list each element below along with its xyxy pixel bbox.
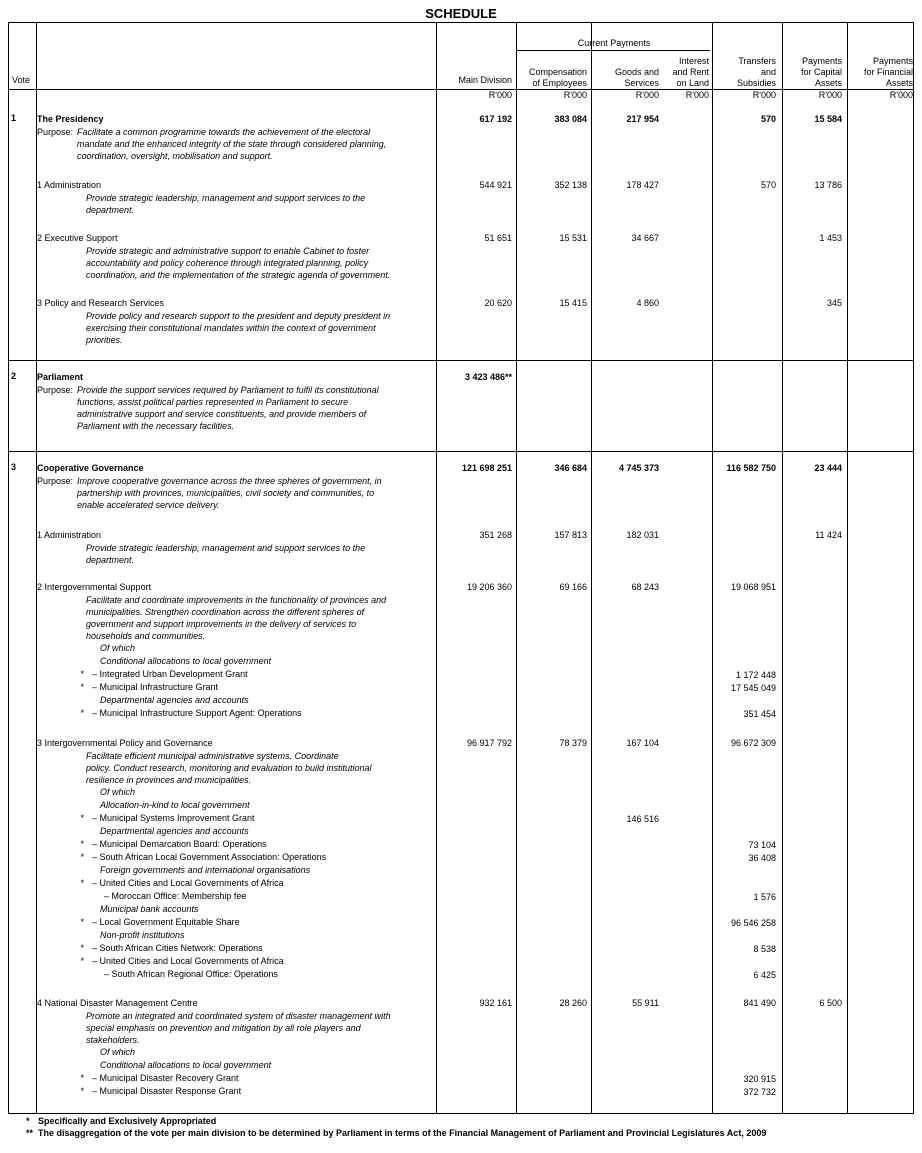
appropriation-marker: * bbox=[80, 708, 84, 718]
amount-cell: 157 813 bbox=[554, 530, 587, 540]
amount-cell: 8 538 bbox=[753, 944, 776, 954]
programme-description bbox=[37, 192, 437, 216]
allocation-item bbox=[37, 812, 437, 825]
amount-cell: 73 104 bbox=[748, 840, 776, 850]
allocation-name: – Municipal Disaster Response Grant bbox=[92, 1086, 242, 1096]
allocation-category: Of which bbox=[100, 1047, 136, 1057]
description-line: Provide strategic leadership, management and support services to the bbox=[86, 543, 366, 553]
description-line: Promote an integrated and coordinated system of disaster management with bbox=[86, 1011, 391, 1021]
amount-cell: 146 516 bbox=[626, 814, 659, 824]
amount-cell: 178 427 bbox=[626, 180, 659, 190]
allocation-name: – Municipal Demarcation Board: Operations bbox=[92, 839, 267, 849]
description-line: Facilitate and coordinate improvements in the functionality of provinces and bbox=[86, 595, 387, 605]
allocation-category: Municipal bank accounts bbox=[100, 904, 199, 914]
purpose-line: Parliament with the necessary facilities. bbox=[77, 421, 235, 431]
purpose-line: mandate and the enhanced integrity of the state through considered planning, bbox=[77, 139, 387, 149]
header-label: Services bbox=[624, 78, 659, 88]
vote-number: 1 bbox=[11, 113, 17, 123]
vote-name: Cooperative Governance bbox=[37, 463, 144, 473]
amount-cell: 6 425 bbox=[753, 970, 776, 980]
appropriation-marker: * bbox=[80, 943, 84, 953]
amount-cell: 11 424 bbox=[815, 530, 842, 540]
description-line: municipalities. Strengthen coordination across the different spheres of bbox=[86, 607, 365, 617]
programme-description bbox=[37, 594, 437, 642]
purpose-line: administrative support and service constituents, and provide members of bbox=[77, 409, 367, 419]
amount-cell: 96 546 258 bbox=[730, 918, 776, 928]
description-line: department. bbox=[86, 555, 135, 565]
purpose-line: functions, assist political parties represented in Parliament to secure bbox=[77, 397, 349, 407]
amount-cell: 1 172 448 bbox=[735, 670, 776, 680]
unit-label: R'000 bbox=[752, 90, 776, 100]
amount-cell: 20 620 bbox=[484, 298, 512, 308]
programme-block bbox=[37, 232, 437, 281]
programme-block bbox=[37, 179, 437, 216]
unit-label: R'000 bbox=[563, 90, 587, 100]
purpose-line: enable accelerated service delivery. bbox=[77, 500, 220, 510]
header-label: on Land bbox=[676, 78, 709, 88]
allocation-item bbox=[37, 890, 437, 903]
programme-name: 2 Executive Support bbox=[37, 233, 118, 243]
allocation-name: – Municipal Infrastructure Support Agent: Operations bbox=[92, 708, 302, 718]
amount-cell: 28 260 bbox=[559, 998, 587, 1008]
allocation-item bbox=[37, 942, 437, 955]
programme-block bbox=[37, 529, 437, 566]
header-label: Payments bbox=[872, 56, 913, 66]
amount-cell: 34 667 bbox=[631, 233, 659, 243]
allocation-name: – South African Regional Office: Operations bbox=[104, 969, 278, 979]
description-line: policy. Conduct research, monitoring and evaluation to build institutional bbox=[86, 763, 372, 773]
amount-cell: 96 917 792 bbox=[466, 738, 512, 748]
amount-cell: 121 698 251 bbox=[461, 463, 512, 473]
allocation-category: Departmental agencies and accounts bbox=[100, 826, 249, 836]
amount-cell: 1 576 bbox=[753, 892, 776, 902]
allocation-name: – South African Local Government Association: Operations bbox=[92, 852, 327, 862]
header-label: Payments bbox=[801, 56, 842, 66]
programme-block bbox=[37, 997, 437, 1098]
vote-purpose bbox=[37, 384, 437, 432]
appropriation-marker: * bbox=[80, 669, 84, 679]
allocation-category: Conditional allocations to local government bbox=[100, 1060, 272, 1070]
amount-cell: 570 bbox=[760, 114, 776, 124]
amount-cell: 3 423 486** bbox=[464, 372, 512, 382]
purpose-line: coordination, oversight, mobilisation and support. bbox=[77, 151, 273, 161]
amount-cell: 17 545 049 bbox=[730, 683, 776, 693]
programme-name: 1 Administration bbox=[37, 530, 102, 540]
allocation-name: – Municipal Infrastructure Grant bbox=[92, 682, 219, 692]
amount-cell: 15 415 bbox=[559, 298, 587, 308]
purpose-line: partnership with provinces, municipalities, civil society and communities, to bbox=[77, 488, 375, 498]
footnote-text: The disaggregation of the vote per main division to be determined by Parliament in terms of the Financial Management of Parliament and Provincial Legislatures Act, 2009 bbox=[38, 1128, 767, 1138]
footnote-text: Specifically and Exclusively Appropriated bbox=[38, 1116, 217, 1126]
header-label: Vote bbox=[12, 75, 31, 85]
appropriation-marker: * bbox=[80, 1086, 84, 1096]
allocation-item bbox=[37, 838, 437, 851]
amount-cell: 4 860 bbox=[636, 298, 659, 308]
allocation-item bbox=[37, 1085, 437, 1098]
footnote-marker: ** bbox=[26, 1128, 34, 1138]
allocation-name: – United Cities and Local Governments of Africa bbox=[92, 878, 284, 888]
unit-label: R'000 bbox=[685, 90, 709, 100]
amount-cell: 182 031 bbox=[626, 530, 659, 540]
programme-name: 3 Policy and Research Services bbox=[37, 298, 165, 308]
allocation-item bbox=[37, 968, 437, 981]
purpose-line: Improve cooperative governance across the three spheres of government, in bbox=[77, 476, 382, 486]
amount-cell: 15 531 bbox=[559, 233, 587, 243]
description-line: special emphasis on prevention and mitigation by all role players and bbox=[86, 1023, 361, 1033]
allocation-category: Allocation-in-kind to local government bbox=[100, 800, 250, 810]
allocation-name: – Integrated Urban Development Grant bbox=[92, 669, 248, 679]
amount-cell: 19 206 360 bbox=[466, 582, 512, 592]
header-label: Main Division bbox=[458, 75, 512, 85]
allocation-name: – United Cities and Local Governments of Africa bbox=[92, 956, 284, 966]
allocation-name: – Municipal Disaster Recovery Grant bbox=[92, 1073, 239, 1083]
programme-description bbox=[37, 1010, 437, 1046]
amount-cell: 23 444 bbox=[814, 463, 842, 473]
amount-cell: 383 084 bbox=[554, 114, 587, 124]
amount-cell: 841 490 bbox=[743, 998, 776, 1008]
allocation-item bbox=[37, 851, 437, 864]
header-label: Assets bbox=[885, 78, 913, 88]
programme-name: 4 National Disaster Management Centre bbox=[37, 998, 198, 1008]
appropriation-marker: * bbox=[80, 682, 84, 692]
description-line: Provide strategic and administrative support to enable Cabinet to foster bbox=[86, 246, 370, 256]
vote-block bbox=[37, 462, 437, 511]
allocation-item bbox=[37, 955, 437, 968]
allocation-item bbox=[37, 707, 437, 720]
allocation-category: Departmental agencies and accounts bbox=[100, 695, 249, 705]
amount-cell: 346 684 bbox=[554, 463, 587, 473]
column-divider bbox=[847, 23, 848, 1113]
appropriation-marker bbox=[37, 890, 92, 903]
current-payments-divider bbox=[516, 50, 710, 51]
row-divider bbox=[9, 360, 913, 361]
vote-number: 2 bbox=[11, 371, 17, 381]
description-line: priorities. bbox=[86, 335, 123, 345]
amount-cell: 116 582 750 bbox=[726, 463, 776, 473]
vote-purpose bbox=[37, 126, 437, 162]
amount-cell: 352 138 bbox=[554, 180, 587, 190]
row-divider bbox=[9, 451, 913, 452]
amount-cell: 78 379 bbox=[559, 738, 587, 748]
allocation-item bbox=[37, 877, 437, 890]
programme-description bbox=[37, 542, 437, 566]
programme-block bbox=[37, 581, 437, 720]
amount-cell: 15 584 bbox=[814, 114, 842, 124]
footnote-marker: * bbox=[26, 1116, 30, 1126]
amount-cell: 570 bbox=[760, 180, 776, 190]
vote-block bbox=[37, 113, 437, 162]
purpose-label: Purpose: bbox=[37, 127, 74, 137]
amount-cell: 96 672 309 bbox=[730, 738, 776, 748]
vote-purpose bbox=[37, 475, 437, 511]
amount-cell: 544 921 bbox=[479, 180, 512, 190]
amount-cell: 4 745 373 bbox=[618, 463, 659, 473]
header-label: Subsidies bbox=[736, 78, 776, 88]
purpose-label: Purpose: bbox=[37, 476, 74, 486]
amount-cell: 13 786 bbox=[814, 180, 842, 190]
allocation-item bbox=[37, 681, 437, 694]
vote-name: Parliament bbox=[37, 372, 84, 382]
purpose-line: Facilitate a common programme towards the achievement of the electoral bbox=[77, 127, 371, 137]
description-line: Facilitate efficient municipal administrative systems. Coordinate bbox=[86, 751, 339, 761]
purpose-label: Purpose: bbox=[37, 385, 74, 395]
allocation-item bbox=[37, 916, 437, 929]
amount-cell: 351 454 bbox=[743, 709, 776, 719]
allocation-name: – Local Government Equitable Share bbox=[92, 917, 240, 927]
amount-cell: 372 732 bbox=[743, 1087, 776, 1097]
current-payments-label: Current Payments bbox=[577, 38, 651, 48]
unit-label: R'000 bbox=[818, 90, 842, 100]
amount-cell: 6 500 bbox=[819, 998, 842, 1008]
allocation-category: Foreign governments and international organisations bbox=[100, 865, 311, 875]
programme-name: 3 Intergovernmental Policy and Governance bbox=[37, 738, 213, 748]
amount-cell: 55 911 bbox=[632, 998, 659, 1008]
header-label: Compensation bbox=[528, 67, 587, 77]
header-label: Transfers bbox=[738, 56, 776, 66]
allocation-category: Non-profit institutions bbox=[100, 930, 185, 940]
amount-cell: 351 268 bbox=[479, 530, 512, 540]
unit-label: R'000 bbox=[889, 90, 913, 100]
appropriation-marker: * bbox=[80, 1073, 84, 1083]
description-line: coordination, and the implementation of the strategic agenda of government. bbox=[86, 270, 391, 280]
unit-label: R'000 bbox=[488, 90, 512, 100]
header-label: and bbox=[760, 67, 776, 77]
description-line: Provide policy and research support to the president and deputy president in bbox=[86, 311, 391, 321]
programme-description bbox=[37, 750, 437, 786]
purpose-text bbox=[77, 384, 379, 432]
footnotes bbox=[26, 1115, 766, 1139]
appropriation-marker: * bbox=[80, 878, 84, 888]
appropriation-marker: * bbox=[80, 852, 84, 862]
allocation-item bbox=[37, 1072, 437, 1085]
vote-name: The Presidency bbox=[37, 114, 104, 124]
allocation-category: Of which bbox=[100, 643, 136, 653]
page-title: SCHEDULE bbox=[425, 6, 497, 21]
vote-block bbox=[37, 371, 437, 432]
amount-cell: 167 104 bbox=[626, 738, 659, 748]
schedule-table bbox=[8, 22, 914, 1114]
purpose-text bbox=[77, 475, 382, 511]
amount-cell: 68 243 bbox=[631, 582, 659, 592]
allocation-item bbox=[37, 668, 437, 681]
header-label: Interest bbox=[678, 56, 709, 66]
description-line: resilience in provinces and municipalities. bbox=[86, 775, 252, 785]
appropriation-marker: * bbox=[80, 813, 84, 823]
appropriation-marker: * bbox=[80, 917, 84, 927]
amount-cell: 320 915 bbox=[743, 1074, 776, 1084]
programme-description bbox=[37, 245, 437, 281]
description-line: households and communities. bbox=[86, 631, 206, 641]
header-label: for Financial bbox=[863, 67, 913, 77]
amount-cell: 36 408 bbox=[748, 853, 776, 863]
allocation-name: – Municipal Systems Improvement Grant bbox=[92, 813, 255, 823]
programme-block bbox=[37, 737, 437, 981]
unit-label: R'000 bbox=[635, 90, 659, 100]
header-label: for Capital bbox=[800, 67, 842, 77]
description-line: accountability and policy coherence through integrated planning, policy bbox=[86, 258, 369, 268]
amount-cell: 932 161 bbox=[479, 998, 512, 1008]
programme-name: 2 Intergovernmental Support bbox=[37, 582, 152, 592]
amount-cell: 1 453 bbox=[819, 233, 842, 243]
amount-cell: 51 651 bbox=[484, 233, 512, 243]
header-label: Assets bbox=[814, 78, 842, 88]
amount-cell: 617 192 bbox=[479, 114, 512, 124]
amount-cell: 69 166 bbox=[559, 582, 587, 592]
appropriation-marker: * bbox=[80, 956, 84, 966]
amount-cell: 19 068 951 bbox=[730, 582, 776, 592]
allocation-name: – Moroccan Office: Membership fee bbox=[104, 891, 247, 901]
description-line: exercising their constitutional mandates within the context of government bbox=[86, 323, 376, 333]
programme-description bbox=[37, 310, 437, 346]
purpose-text bbox=[77, 126, 386, 162]
allocation-name: – South African Cities Network: Operations bbox=[92, 943, 263, 953]
purpose-line: Provide the support services required by Parliament to fulfil its constitutional bbox=[77, 385, 379, 395]
footnote bbox=[26, 1127, 766, 1139]
footnote bbox=[26, 1115, 766, 1127]
amount-cell: 345 bbox=[826, 298, 842, 308]
appropriation-marker bbox=[37, 968, 92, 981]
allocation-category: Of which bbox=[100, 787, 136, 797]
vote-number: 3 bbox=[11, 462, 17, 472]
description-line: department. bbox=[86, 205, 135, 215]
description-line: stakeholders. bbox=[86, 1035, 140, 1045]
programme-block bbox=[37, 297, 437, 346]
description-line: government and support improvements in the delivery of services to bbox=[86, 619, 357, 629]
amount-cell: 217 954 bbox=[626, 114, 659, 124]
header-label: Goods and bbox=[614, 67, 659, 77]
header-label: of Employees bbox=[532, 78, 587, 88]
programme-name: 1 Administration bbox=[37, 180, 102, 190]
description-line: Provide strategic leadership, management and support services to the bbox=[86, 193, 366, 203]
header-label: and Rent bbox=[672, 67, 709, 77]
allocation-category: Conditional allocations to local government bbox=[100, 656, 272, 666]
appropriation-marker: * bbox=[80, 839, 84, 849]
